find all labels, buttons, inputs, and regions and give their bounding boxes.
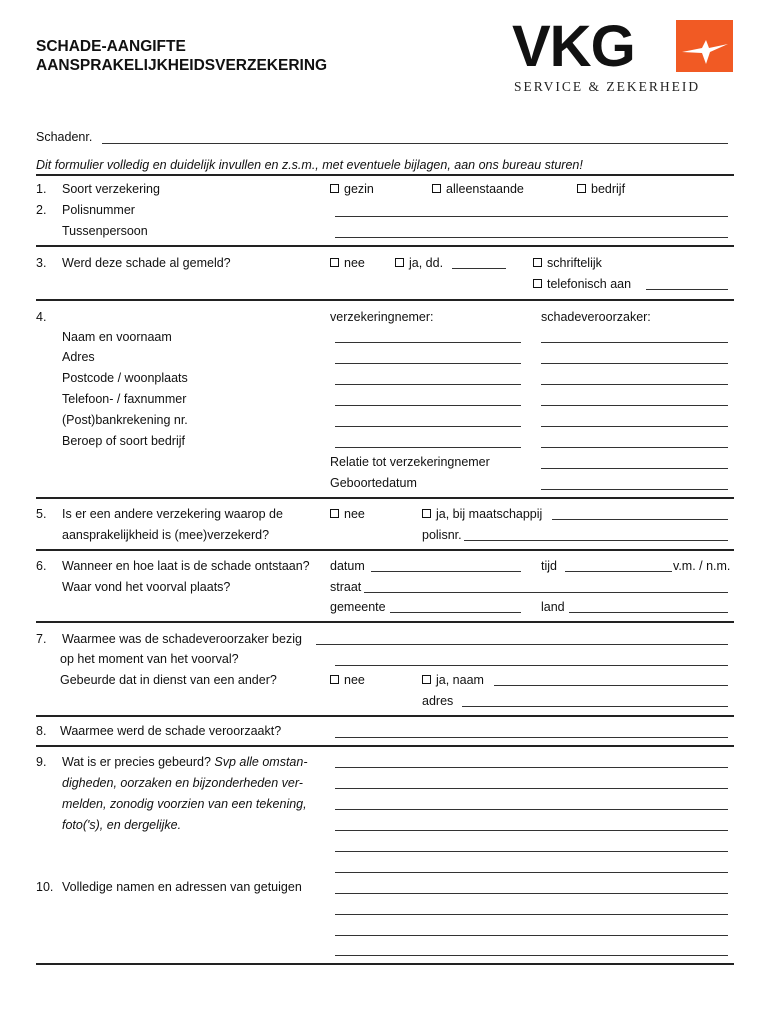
q6-label-line2: Waar vond het voorval plaats? <box>62 580 231 594</box>
q10-field[interactable] <box>335 893 728 894</box>
q4-field-schadeveroorzaker[interactable] <box>541 426 728 427</box>
q4-field-schadeveroorzaker[interactable] <box>541 384 728 385</box>
q9-field[interactable] <box>335 830 728 831</box>
q4-field-verzekeringnemer[interactable] <box>335 384 521 385</box>
q5-label-line1: Is er een andere verzekering waarop de <box>62 507 283 521</box>
checkbox-icon[interactable] <box>330 675 339 684</box>
q4-row-label: Telefoon- / faxnummer <box>62 392 187 406</box>
checkbox-icon[interactable] <box>422 675 431 684</box>
divider <box>36 174 734 176</box>
q6-gemeente-label: gemeente <box>330 600 386 614</box>
q9-field[interactable] <box>335 872 728 873</box>
q4-field-schadeveroorzaker[interactable] <box>541 447 728 448</box>
q5-number: 5. <box>36 507 47 521</box>
q3-date-field[interactable] <box>452 268 506 269</box>
q6-land-label: land <box>541 600 565 614</box>
q6-datum-label: datum <box>330 559 365 573</box>
q7-label-line2: op het moment van het voorval? <box>60 652 239 666</box>
q3-option-schriftelijk[interactable]: schriftelijk <box>533 256 602 270</box>
q8-number: 8. <box>36 724 47 738</box>
straat-field[interactable] <box>364 592 728 593</box>
q6-tijd-label: tijd <box>541 559 557 573</box>
q7-adres-field[interactable] <box>462 706 728 707</box>
q4-col-schadeveroorzaker: schadeveroorzaker: <box>541 310 651 324</box>
q7-label-line3: Gebeurde dat in dienst van een ander? <box>60 673 277 687</box>
instruction-text: Dit formulier volledig en duidelijk invullen en z.s.m., met eventuele bijlagen, aan ons bureau sturen! <box>36 158 583 172</box>
q4-row-label: Naam en voornaam <box>62 330 172 344</box>
q4-row-label: Postcode / woonplaats <box>62 371 188 385</box>
q4-field-schadeveroorzaker[interactable] <box>541 342 728 343</box>
q2-label-tussenpersoon: Tussenpersoon <box>62 224 148 238</box>
q1-number: 1. <box>36 182 47 196</box>
q1-option-bedrijf[interactable]: bedrijf <box>577 182 625 196</box>
q3-label: Werd deze schade al gemeld? <box>62 256 231 270</box>
checkbox-icon[interactable] <box>422 509 431 518</box>
q2-label-polisnummer: Polisnummer <box>62 203 135 217</box>
q10-field[interactable] <box>335 955 728 956</box>
checkbox-icon[interactable] <box>432 184 441 193</box>
q5-polisnr-label: polisnr. <box>422 528 462 542</box>
divider <box>36 621 734 623</box>
q5-option-nee[interactable]: nee <box>330 507 365 521</box>
q1-label: Soort verzekering <box>62 182 160 196</box>
q7-adres-label: adres <box>422 694 454 708</box>
q9-number: 9. <box>36 755 47 769</box>
q9-label-line4: foto('s), en dergelijke. <box>62 818 182 832</box>
q1-option-alleenstaande[interactable]: alleenstaande <box>432 182 524 196</box>
q4-field-verzekeringnemer[interactable] <box>335 363 521 364</box>
schadenr-label: Schadenr. <box>36 130 93 144</box>
q6-label-line1: Wanneer en hoe laat is de schade ontstaan? <box>62 559 310 573</box>
divider <box>36 245 734 247</box>
checkbox-icon[interactable] <box>395 258 404 267</box>
q10-field[interactable] <box>335 935 728 936</box>
logo-orange-square-icon <box>676 20 733 72</box>
q9-field[interactable] <box>335 788 728 789</box>
q4-field-verzekeringnemer[interactable] <box>335 447 521 448</box>
q9-label-line1: Wat is er precies gebeurd? Svp alle omstan- <box>62 755 308 769</box>
q5-option-ja[interactable]: ja, bij maatschappij <box>422 507 542 521</box>
divider <box>36 299 734 301</box>
q4-row-label: Adres <box>62 350 95 364</box>
q9-label-line3: melden, zonodig voorzien van een tekening, <box>62 797 307 811</box>
q9-field[interactable] <box>335 809 728 810</box>
checkbox-icon[interactable] <box>330 509 339 518</box>
q3-option-nee[interactable]: nee <box>330 256 365 270</box>
q4-relatie-label: Relatie tot verzekeringnemer <box>330 455 490 469</box>
divider <box>36 497 734 499</box>
q7-naam-field[interactable] <box>494 685 728 686</box>
q4-geboortedatum-label: Geboortedatum <box>330 476 417 490</box>
q4-field-verzekeringnemer[interactable] <box>335 405 521 406</box>
q10-number: 10. <box>36 880 54 894</box>
checkbox-icon[interactable] <box>577 184 586 193</box>
q7-option-ja[interactable]: ja, naam <box>422 673 484 687</box>
q1-option-gezin[interactable]: gezin <box>330 182 374 196</box>
telefonisch-aan-field[interactable] <box>646 289 728 290</box>
checkbox-icon[interactable] <box>533 279 542 288</box>
divider <box>36 745 734 747</box>
form-title-line1: SCHADE-AANGIFTE <box>36 38 186 55</box>
q9-label-line2: digheden, oorzaken en bijzonderheden ver- <box>62 776 303 790</box>
polisnr-field[interactable] <box>464 540 728 541</box>
maatschappij-field[interactable] <box>552 519 728 520</box>
q4-row-label: (Post)bankrekening nr. <box>62 413 188 427</box>
q7-label-line1: Waarmee was de schadeveroorzaker bezig <box>62 632 302 646</box>
q10-field[interactable] <box>335 914 728 915</box>
q9-field[interactable] <box>335 767 728 768</box>
form-title-line2: AANSPRAKELIJKHEIDSVERZEKERING <box>36 57 328 74</box>
divider <box>36 715 734 717</box>
q7-bezig-field-2[interactable] <box>335 665 728 666</box>
q9-field[interactable] <box>335 851 728 852</box>
q7-option-nee[interactable]: nee <box>330 673 365 687</box>
q10-label: Volledige namen en adressen van getuigen <box>62 880 302 894</box>
logo-tagline: SERVICE & ZEKERHEID <box>514 79 701 94</box>
checkbox-icon[interactable] <box>330 184 339 193</box>
q2-number: 2. <box>36 203 47 217</box>
q8-label: Waarmee werd de schade veroorzaakt? <box>60 724 282 738</box>
tussenpersoon-field[interactable] <box>335 237 728 238</box>
q3-number: 3. <box>36 256 47 270</box>
q7-bezig-field[interactable] <box>316 644 728 645</box>
divider <box>36 549 734 551</box>
schadenr-field[interactable] <box>102 143 728 144</box>
q3-option-ja[interactable]: ja, dd. <box>395 256 443 270</box>
q6-vmnm-label: v.m. / n.m. <box>673 559 731 573</box>
relatie-field[interactable] <box>541 468 728 469</box>
divider <box>36 963 734 965</box>
q7-number: 7. <box>36 632 47 646</box>
datum-field[interactable] <box>371 571 521 572</box>
polisnummer-field[interactable] <box>335 216 728 217</box>
q6-straat-label: straat <box>330 580 362 594</box>
land-field[interactable] <box>569 612 728 613</box>
gemeente-field[interactable] <box>390 612 521 613</box>
q6-number: 6. <box>36 559 47 573</box>
q4-field-schadeveroorzaker[interactable] <box>541 363 728 364</box>
q3-option-telefonisch[interactable]: telefonisch aan <box>533 277 631 291</box>
q4-field-verzekeringnemer[interactable] <box>335 342 521 343</box>
q5-label-line2: aansprakelijkheid is (mee)verzekerd? <box>62 528 270 542</box>
q8-field[interactable] <box>335 737 728 738</box>
logo-wordmark: VKG <box>512 14 635 79</box>
q4-col-verzekeringnemer: verzekeringnemer: <box>330 310 434 324</box>
checkbox-icon[interactable] <box>330 258 339 267</box>
q4-number: 4. <box>36 310 47 324</box>
q4-row-label: Beroep of soort bedrijf <box>62 434 185 448</box>
q4-field-schadeveroorzaker[interactable] <box>541 405 728 406</box>
tijd-field[interactable] <box>565 571 672 572</box>
q4-field-verzekeringnemer[interactable] <box>335 426 521 427</box>
geboortedatum-field[interactable] <box>541 489 728 490</box>
checkbox-icon[interactable] <box>533 258 542 267</box>
